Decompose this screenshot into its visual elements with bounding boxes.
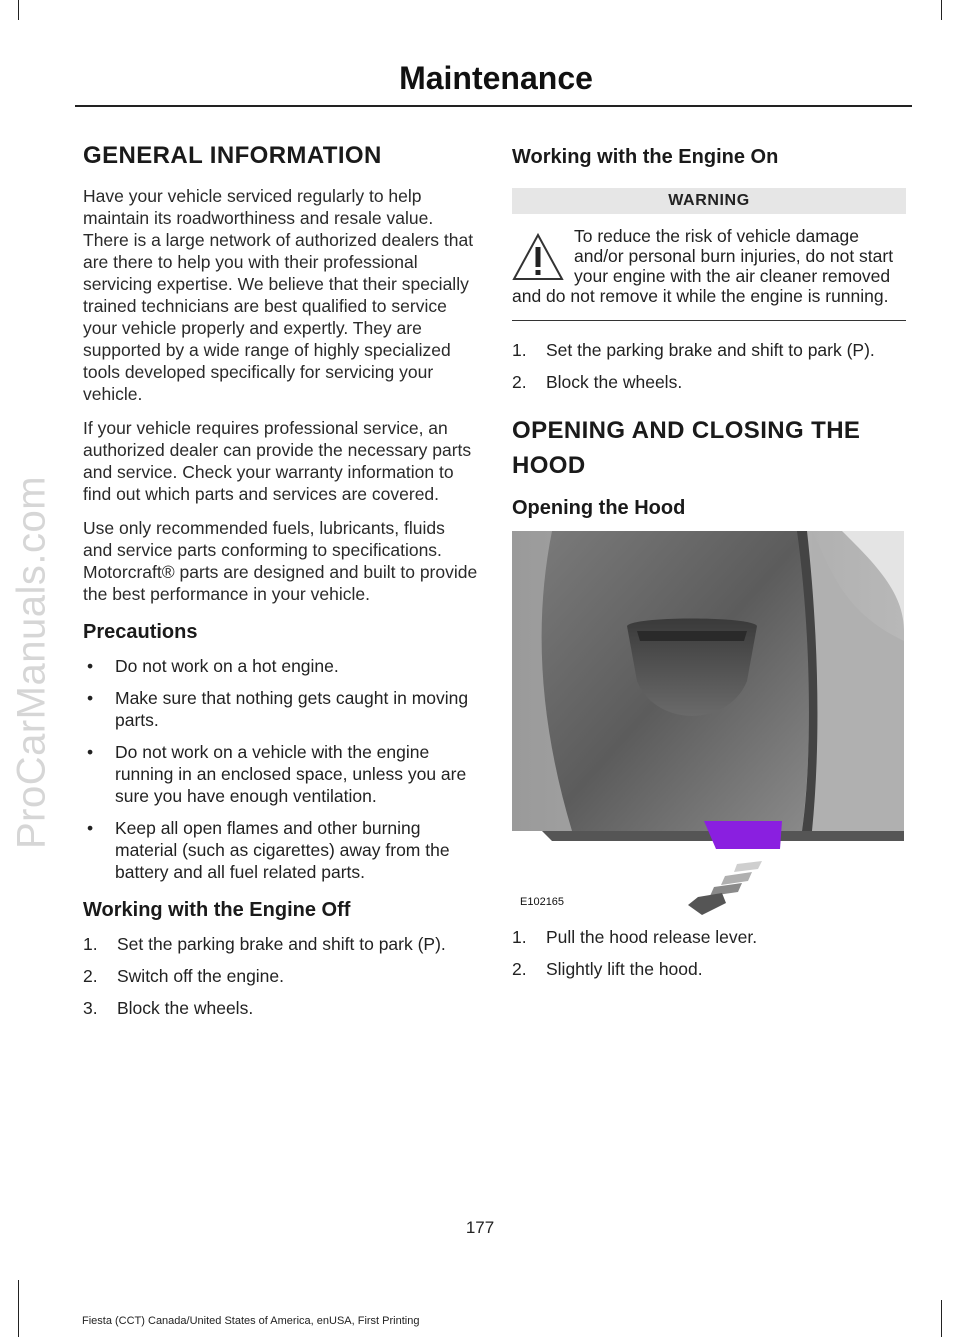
list-item [512,371,906,393]
side-watermark [2,0,62,1337]
step-number: 1. [512,927,527,948]
step-text: Set the parking brake and shift to park (P). [546,340,875,360]
warning-divider [512,320,906,321]
engine-on-steps [512,339,906,393]
step-number: 2. [512,959,527,980]
header-divider [75,105,912,107]
step-number: 2. [512,372,527,392]
step-text: Switch off the engine. [117,966,285,987]
heading-opening-closing-hood-2: HOOD [512,452,586,480]
heading-engine-on: Working with the Engine On [512,146,779,168]
list-item: • Keep all open flames and other burning material (such as cigarettes) away from the battery and all fuel related parts. [83,817,478,883]
hood-release-lever [704,821,782,849]
paragraph-recommended-fuels: Use only recommended fuels, lubricants, fluids and service parts conforming to specifications. Motorcraft® parts are designed and built to provide the best performance in your vehicle. [83,518,478,605]
step-text: Block the wheels. [546,372,683,392]
hood-steps [512,926,906,980]
list-item: • Do not work on a vehicle with the engine running in an enclosed space, unless you are sure you have enough ventilation. [83,741,478,807]
engine-off-steps [83,933,478,1019]
crop-mark-top-right [941,0,942,20]
step-text: Pull the hood release lever. [546,927,758,948]
warning-triangle-icon [512,232,564,282]
list-item: • Make sure that nothing gets caught in moving parts. [83,687,478,731]
paragraph-service-regularly: Have your vehicle serviced regularly to help maintain its roadworthiness and resale value. There is a large network of authorized dealers that are there to help you with their professional servicing expertise. We believe that their specially trained technicians are best qualified to service your vehicle properly and expertly. They are supported by a wide range of highly specialized tools developed specifically for servicing your vehicle. [83,186,474,405]
list-item: • Do not work on a hot engine. [83,655,478,677]
paragraph-professional-service: If your vehicle requires professional service, an authorized dealer can provide the necessary parts and service. Check your warranty information to find out which parts and services are covered. [83,418,472,505]
list-item [512,926,906,948]
page-title: Maintenance [399,60,593,96]
precautions-list [83,655,478,883]
edition-footer: Fiesta (CCT) Canada/United States of America, enUSA, First Printing [82,1315,420,1327]
heading-opening-closing-hood-1: OPENING AND CLOSING THE [512,417,861,444]
watermark-text: ProCarManuals.com [9,475,54,850]
hood-release-illustration [512,531,904,916]
step-number: 1. [83,934,98,955]
warning-box [512,226,906,306]
right-column [512,140,906,990]
list-item [512,958,906,980]
step-number: 3. [83,998,98,1019]
step-number: 1. [512,340,527,360]
step-text: Set the parking brake and shift to park (P). [117,934,446,955]
step-number: 2. [83,966,98,987]
list-item [512,339,906,361]
heading-opening-hood: Opening the Hood [512,497,686,520]
heading-precautions: Precautions [83,621,198,644]
heading-engine-off: Working with the Engine Off [83,899,351,922]
step-text: Slightly lift the hood. [546,959,703,980]
step-text: Block the wheels. [117,998,254,1019]
list-item [83,933,478,955]
warning-band: WARNING [512,188,906,214]
warning-text: To reduce the risk of vehicle damage and/or personal burn injuries, do not start your engine with the air cleaner removed and do not remove it while the engine is running. [512,226,894,306]
crop-mark-bottom-right [941,1300,942,1337]
list-item [83,965,478,987]
list-item [83,997,478,1019]
left-column [83,140,478,1029]
hood-release-image [512,531,904,916]
page-number: 177 [465,1218,495,1237]
heading-general-information: GENERAL INFORMATION [83,142,382,169]
figure-code: E102165 [520,896,565,909]
